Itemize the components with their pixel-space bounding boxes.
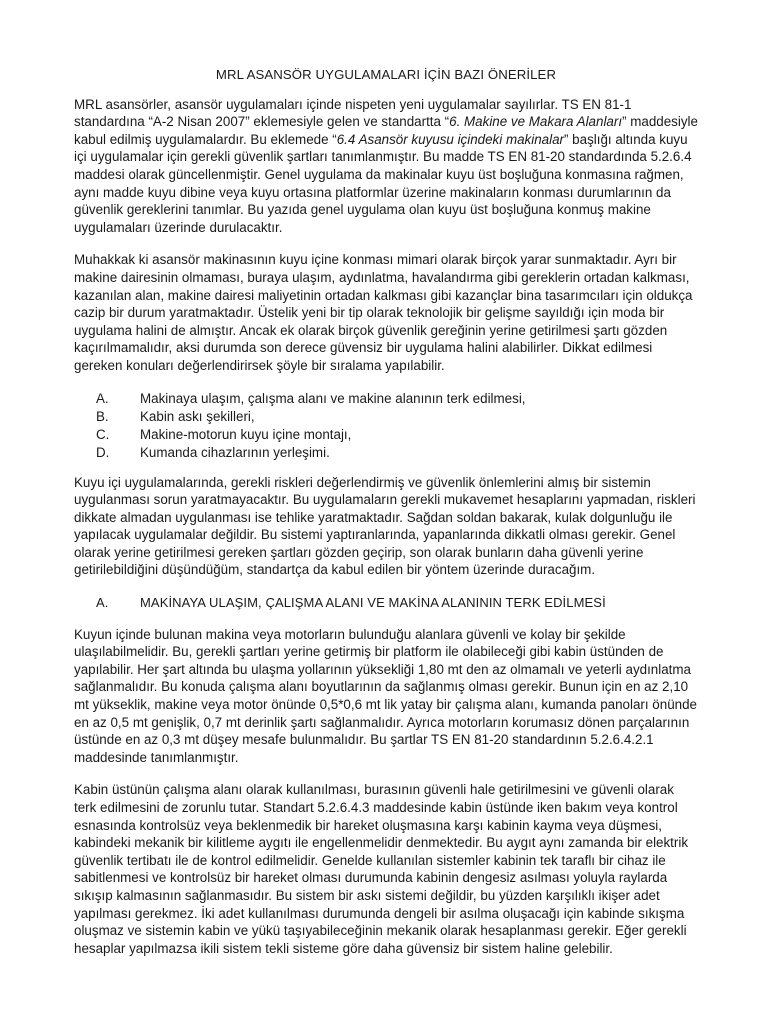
list-item-label: B. <box>96 408 109 424</box>
intro-italic-2: 6.4 Asansör kuyusu içindeki makinalar <box>336 131 564 147</box>
list-item-text: Makine-motorun kuyu içine montajı, <box>140 426 352 442</box>
intro-text-1: MRL asansörler, asansör uygulamaları içinde nispeten yeni uygulamalar sayılırlar. TS EN 81-1 standardına “A-2 Nisan 2007” eklemesiyle gelen ve standartta “ <box>74 96 632 130</box>
section-heading <box>74 594 698 612</box>
list-item <box>74 408 698 426</box>
list-item <box>74 444 698 462</box>
section-label: A. <box>96 595 109 611</box>
list-item-label: C. <box>96 426 110 442</box>
car-top-paragraph: Kabin üstünün çalışma alanı olarak kullanılması, burasının güvenli hale getirilmesini ve güvenli olarak terk edilmesini de zorunlu tutar. Standart 5.2.6.4.3 maddesinde kabin üstünde iken bakım veya kontrol esnasında kontrolsüz veya beklenmedik bir hareket oluşmasına karşı kabinin kayma veya düşmesi, kabindeki mekanik bir kilitleme aygıtı ile engellenmelidir denmektedir. Bu aygıt aynı zamanda bir elektrik güvenlik tertibatı ile de kontrol edilmelidir. Genelde kullanılan sistemler kabinin tek taraflı bir cihaz ile sabitlenmesi ve kontrolsüz bir hareket olması durumunda kabinin dengesiz asılması yoluyla raylarda sıkışıp kalmasının sağlanmasıdır. Bu sistem bir askı sistemi değildir, bu yüzden karşılıklı ikişer adet yapılması gerekmez. İki adet kullanılması durumunda dengeli bir asılma oluşacağı için kabinde sıkışma oluşmaz ve sistemin kabin ve yükü taşıyabileceğinin mekanik olarak hesaplanması gerekir. Eğer gerekli hesaplar yapılmazsa ikili sistem tekli sisteme göre daha güvensiz bir sistem haline gelebilir. <box>74 782 689 956</box>
list-item <box>74 390 698 408</box>
list-item-text: Kumanda cihazlarının yerleşimi. <box>140 444 330 460</box>
access-paragraph: Kuyun içinde bulunan makina veya motorların bulunduğu alanlara güvenli ve kolay bir şekilde ulaşılabilmelidir. Bu, gerekli şartları yerine getirmiş bir platform ile olabileceği gibi kabin üstünden de yapılabilir. Her şart altında bu ulaşma yollarının yüksekliği 1,80 mt den az olmamalı ve yeterli aydınlatma sağlanmalıdır. Bu konuda çalışma alanı boyutlarının da sağlanmış olması gerekir. Bunun için en az 2,10 mt yükseklik, makine veya motor önünde 0,5*0,6 mt lik yatay bir çalışma alanı, kumanda panoları önünde en az 0,5 mt genişlik, 0,7 mt derinlik şartı sağlanmalıdır. Ayrıca motorların korumasız dönen parçalarının üstünde en az 0,3 mt düşey mesafe bulunmalıdır. Bu şartlar TS EN 81-20 standardının 5.2.6.4.2.1 maddesinde tanımlanmıştır. <box>74 626 697 765</box>
list-item <box>74 426 698 444</box>
risk-paragraph: Kuyu içi uygulamalarında, gerekli riskleri değerlendirmiş ve güvenlik önlemlerini almış bir sistemin uygulanması sorun yaratmayacaktır. Bu uygulamaların gerekli mukavemet hesaplarını yapmadan, riskleri dikkate almadan uygulanması ise tehlike yaratmaktadır. Sağdan soldan bakarak, kulak dolgunluğu ile yapılacak uygulamalar değildir. Bu sistemi yaptıranlarında, yapanlarında dikkatli olması gerekir. Genel olarak yerine getirilmesi gereken şartları gözden geçirip, son olarak bunların daha güvenli yerine getirilebildiğini düşündüğüm, standartça da kabul edilen bir yöntem üzerinde duracağım. <box>74 474 696 578</box>
list-item-text: Makinaya ulaşım, çalışma alanı ve makine alanının terk edilmesi, <box>140 390 526 406</box>
topics-list <box>74 390 698 462</box>
intro-text-3: ” başlığı altında kuyu içi uygulamalar için gerekli güvenlik şartları tanımlanmıştır. Bu madde TS EN 81-20 standardında 5.2.6.4 maddesi olarak güncellenmiştir. Genel uygulama da makinalar kuyu üst boşluğuna konmasına rağmen, aynı madde kuyu dibine veya kuyu ortasına platformlar üzerine makinaların konması durumlarının da güvenlik gereklerini tanımlar. Bu yazıda genel uygulama olan kuyu üst boşluğuna konmuş makine uygulamaları üzerinde durulacaktır. <box>74 131 692 235</box>
list-item-text: Kabin askı şekilleri, <box>140 408 255 424</box>
intro-text-2: ” maddesiyle kabul edilmiş uygulamalardır. Bu eklemede “ <box>74 114 698 147</box>
intro-italic-1: 6. Makine ve Makara Alanları <box>449 114 623 130</box>
intro-paragraph <box>74 96 698 237</box>
list-item-label: D. <box>96 444 110 460</box>
document-title: MRL ASANSÖR UYGULAMALARI İÇİN BAZI ÖNERİLER <box>215 67 557 82</box>
section-title: MAKİNAYA ULAŞIM, ÇALIŞMA ALANI VE MAKİNA ALANININ TERK EDİLMESİ <box>140 595 606 611</box>
advantages-paragraph: Muhakkak ki asansör makinasının kuyu içine konması mimari olarak birçok yarar sunmaktadır. Ayrı bir makine dairesinin olmaması, buraya ulaşım, aydınlatma, havalandırma gibi gereklerin ortadan kalkması, kazanılan alan, makine dairesi maliyetinin ortadan kalkması gibi kazançlar bina tasarımcıları için oldukça cazip bir durum yaratmaktadır. Üstelik yeni bir tip olarak teknolojik bir gelişme sayıldığı için moda bir uygulama halini de almıştır. Ancak ek olarak birçok güvenlik gereğinin yerine getirilmesi şartı gözden kaçırılmamalıdır, aksi durumda son derece güvensiz bir uygulama halini alabilirler. Dikkat edilmesi gereken konuları değerlendirirsek şöyle bir sıralama yapılabilir. <box>74 252 693 373</box>
list-item-label: A. <box>96 390 109 406</box>
